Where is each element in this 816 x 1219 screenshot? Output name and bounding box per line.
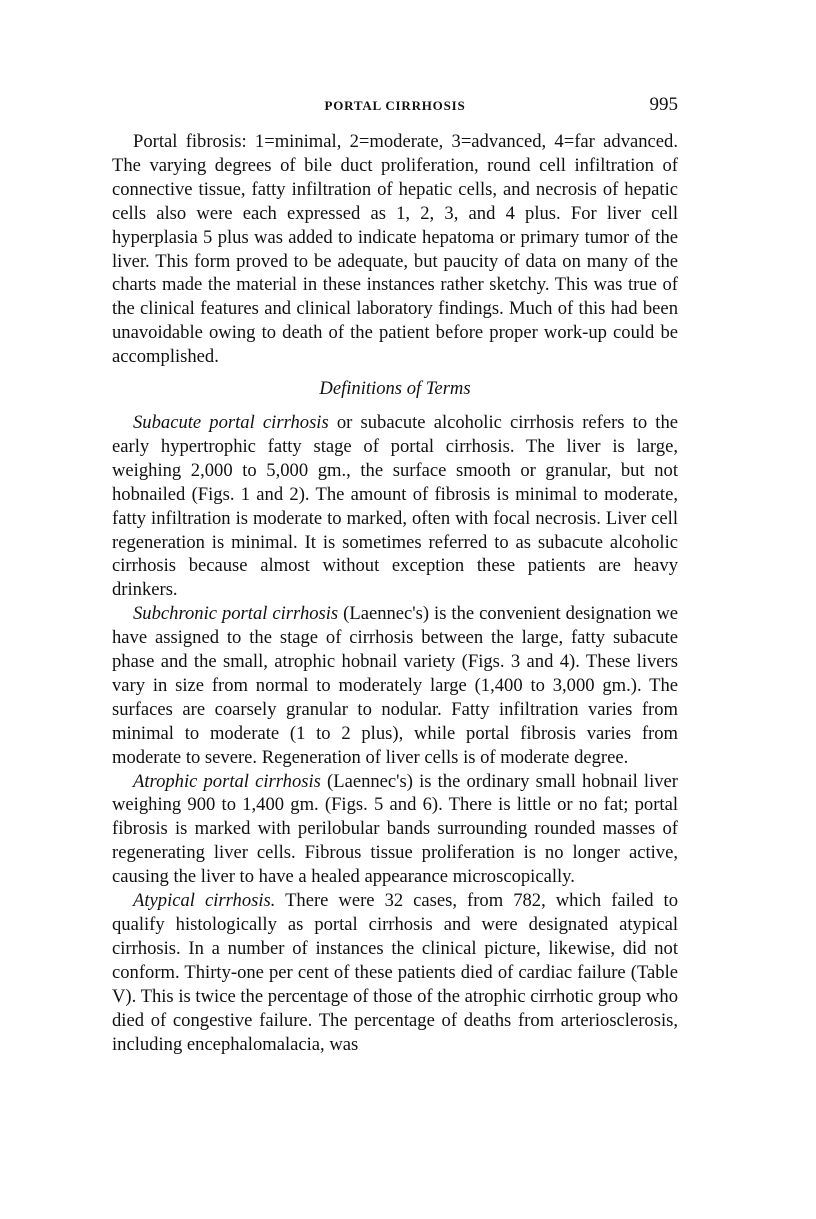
paragraph-atrophic bbox=[112, 770, 678, 890]
term-subacute: Subacute portal cirrhosis bbox=[133, 411, 329, 433]
paragraph-subchronic bbox=[112, 602, 678, 769]
body-text bbox=[112, 130, 678, 1056]
term-atypical: Atypical cirrhosis. bbox=[133, 890, 276, 912]
text-subacute: or subacute alcoholic cirrhosis refers to the early hypertrophic fatty stage of portal cirrhosis. The liver is large, weighing 2,000 to 5,000 gm., the surface smooth or granular, but not hobnailed (Figs. 1 and 2). The amount of fibrosis is minimal to moderate, fatty infiltration is moderate to marked, often with focal necrosis. Liver cell regeneration is minimal. It is sometimes referred to as subacute alcoholic cirrhosis because almost without exception these patients are heavy drinkers. bbox=[112, 411, 678, 601]
text-atypical: There were 32 cases, from 782, which failed to qualify histologically as portal cirrhosis and were designated atypical cirrhosis. In a number of instances the clinical picture, likewise, did not conform. Thirty-one per cent of these patients died of cardiac failure (Table V). This is twice the percentage of those of the atrophic cirrhotic group who died of congestive failure. The percentage of deaths from arteriosclerosis, including encephalomalacia, was bbox=[112, 890, 678, 1055]
text-atrophic: (Laennec's) is the ordinary small hobnail liver weighing 900 to 1,400 gm. (Figs. 5 and 6). There is little or no fat; portal fibrosis is marked with perilobular bands surrounding rounded masses of regenerating liver cells. Fibrous tissue proliferation is no longer active, causing the liver to have a healed appearance microscopically. bbox=[112, 770, 678, 888]
paragraph-subacute bbox=[112, 411, 678, 602]
term-subchronic: Subchronic portal cirrhosis bbox=[133, 603, 339, 625]
page-number: 995 bbox=[649, 94, 678, 115]
paragraph-portal-fibrosis: Portal fibrosis: 1=minimal, 2=moderate, 3=advanced, 4=far advanced. The varying degrees of bile duct proliferation, round cell infiltration of connective tissue, fatty infiltration of hepatic cells, and necrosis of hepatic cells also were each expressed as 1, 2, 3, and 4 plus. For liver cell hyperplasia 5 plus was added to indicate hepatoma or primary tumor of the liver. This form proved to be adequate, but paucity of data on many of the charts made the material in these instances rather sketchy. This was true of the clinical features and clinical laboratory findings. Much of this had been unavoidable owing to death of the patient before proper work-up could be accomplished. bbox=[112, 131, 678, 368]
text-subchronic: (Laennec's) is the convenient designation we have assigned to the stage of cirrhosis between the large, fatty subacute phase and the small, atrophic hobnail variety (Figs. 3 and 4). These livers vary in size from normal to moderately large (1,400 to 3,000 gm.). The surfaces are coarsely granular to nodular. Fatty infiltration varies from minimal to moderate (1 to 2 plus), while portal fibrosis varies from moderate to severe. Regeneration of liver cells is of moderate degree. bbox=[112, 603, 679, 768]
running-head: PORTAL CIRRHOSIS bbox=[324, 98, 466, 113]
page-header bbox=[112, 94, 678, 120]
section-heading: Definitions of Terms bbox=[319, 378, 471, 400]
term-atrophic: Atrophic portal cirrhosis bbox=[133, 770, 321, 792]
paragraph-atypical bbox=[112, 889, 678, 1056]
